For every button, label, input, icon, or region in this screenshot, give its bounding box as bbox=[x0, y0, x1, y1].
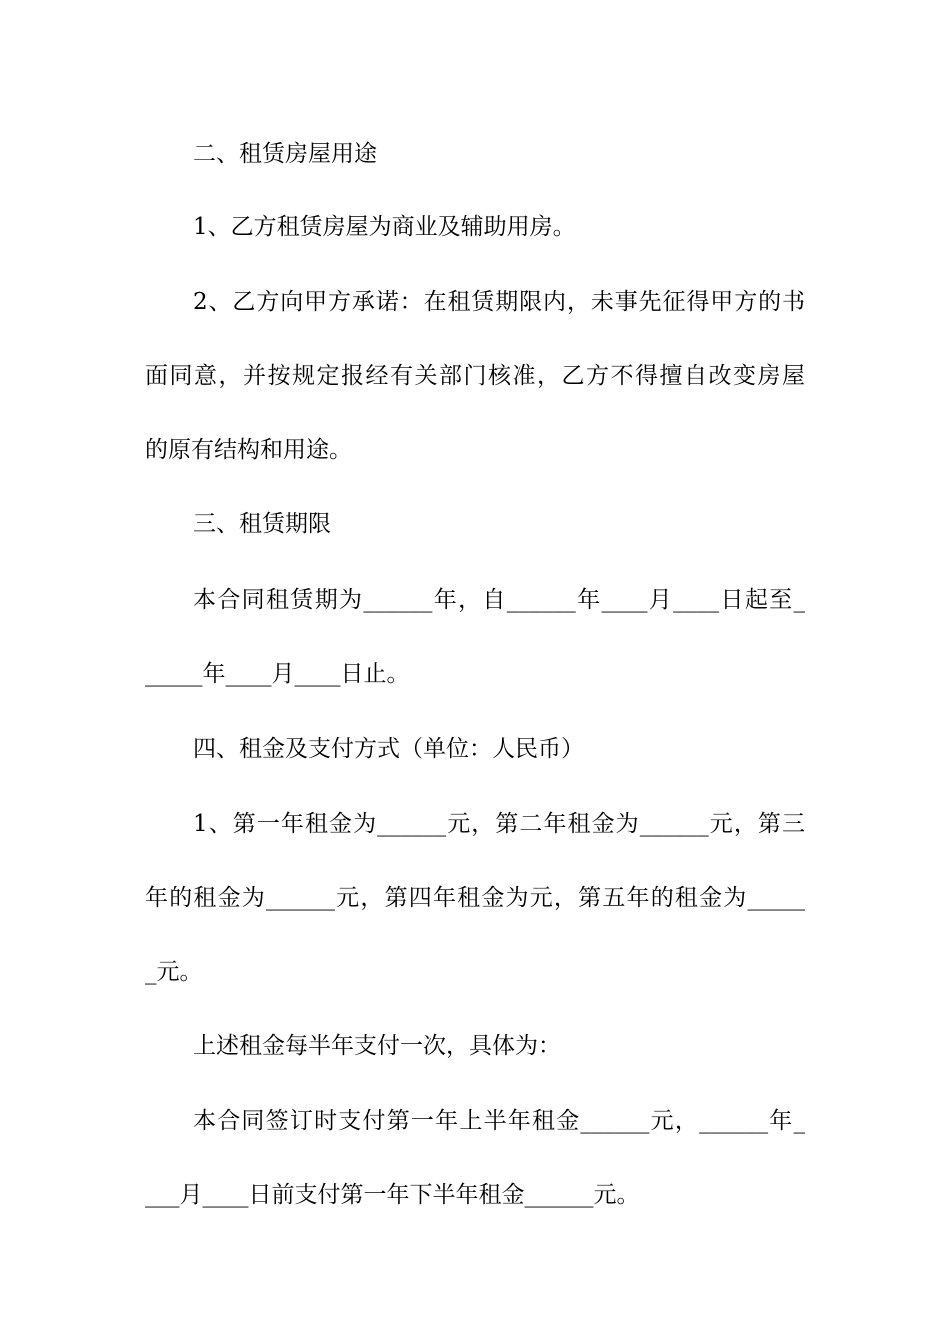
paragraph-line: ___月____日前支付第一年下半年租金______元。 bbox=[145, 1182, 640, 1208]
paragraph-line: 本合同签订时支付第一年上半年租金______元，______年_ bbox=[193, 1108, 805, 1134]
paragraph-line: 1、乙方租赁房屋为商业及辅助用房。 bbox=[193, 214, 576, 240]
paragraph-line: 上述租金每半年支付一次，具体为： bbox=[193, 1033, 561, 1059]
paragraph-line: _元。 bbox=[145, 959, 203, 985]
paragraph-line: 1、第一年租金为______元，第二年租金为______元，第三 bbox=[193, 811, 805, 837]
paragraph-line: 年的租金为______元，第四年租金为元，第五年的租金为_____ bbox=[145, 885, 805, 911]
paragraph-line: 面同意，并按规定报经有关部门核准，乙方不得擅自改变房屋 bbox=[145, 363, 805, 389]
paragraph-line: 本合同租赁期为______年，自______年____月____日起至_ bbox=[193, 587, 805, 613]
paragraph-line: 的原有结构和用途。 bbox=[145, 437, 352, 463]
paragraph-line: _____年____月____日止。 bbox=[145, 661, 410, 687]
section-heading-term: 三、租赁期限 bbox=[193, 511, 331, 537]
section-heading-usage: 二、租赁房屋用途 bbox=[193, 141, 377, 167]
paragraph-line: 2、乙方向甲方承诺：在租赁期限内，未事先征得甲方的书 bbox=[193, 289, 805, 315]
section-heading-rent: 四、租金及支付方式（单位：人民币） bbox=[193, 736, 584, 762]
